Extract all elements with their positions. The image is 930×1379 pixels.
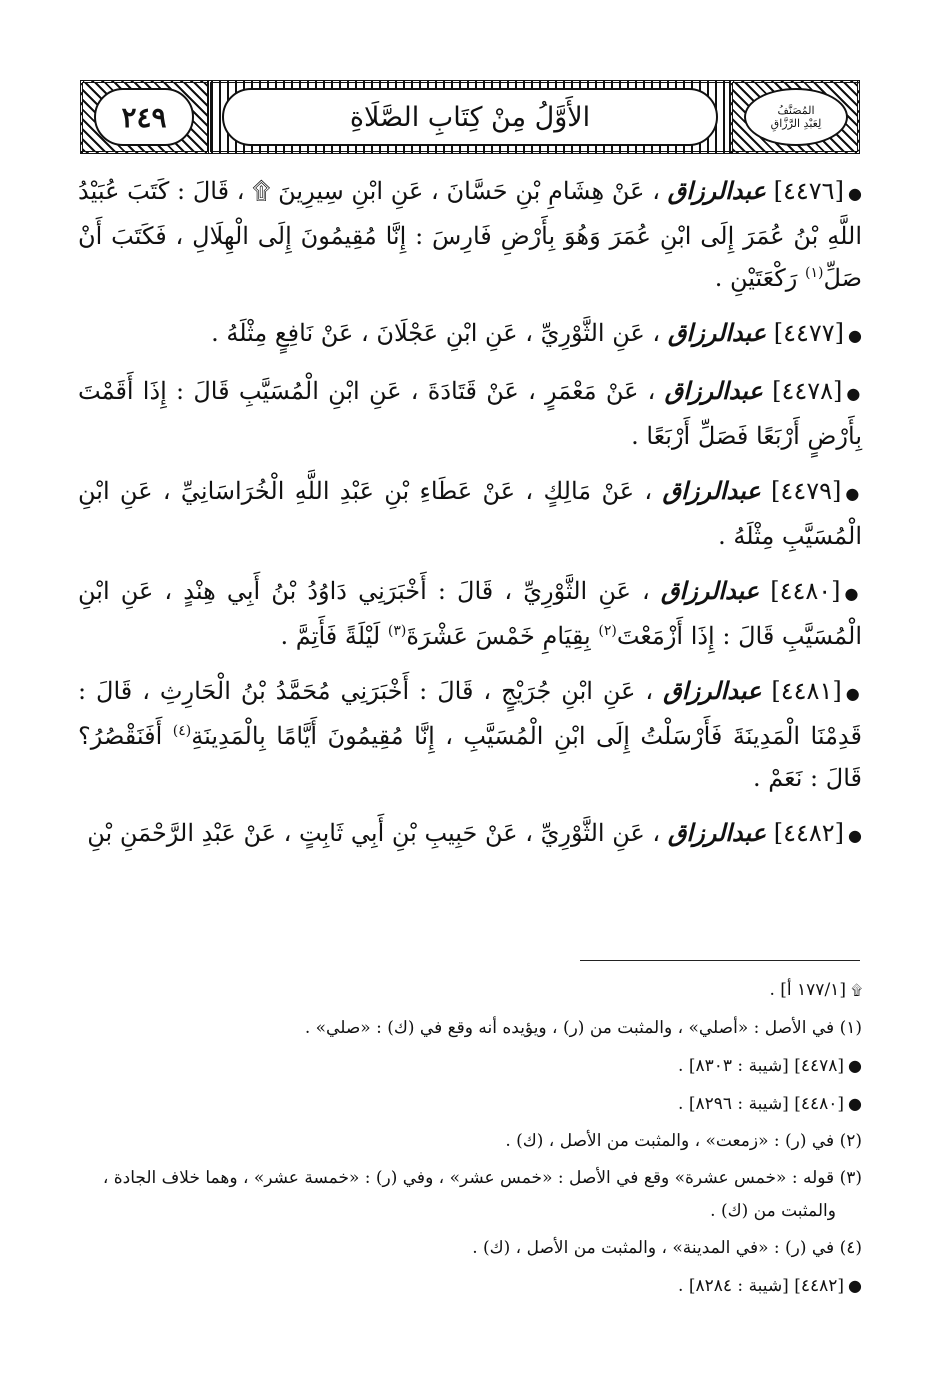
hadith-text: رَكْعَتَيْنِ . <box>714 264 798 292</box>
source-text: [٤٤٨٠] [شيبة : ٨٢٩٦] . <box>678 1094 845 1114</box>
narrator-name: عبدالرزاق <box>667 318 767 347</box>
hadith-number: [٤٤٧٩] <box>771 477 842 505</box>
hadith-text: ، عَنِ الثَّوْرِيِّ ، قَالَ : أَخْبَرَنِي دَاوُدُ بْنُ أَبِي هِنْدٍ ، عَنِ ابْنِ الْمُسَيَّبِ قَالَ : إِذَا أَزْمَعْتَ <box>78 577 862 650</box>
bullet-icon: ● <box>848 1094 862 1113</box>
bullet-icon: ● <box>846 384 862 403</box>
book-logo-line2: لِعَبْدِ الرَّزَّاقِ <box>770 117 822 130</box>
bullet-icon: ● <box>844 584 862 603</box>
footnotes <box>78 975 862 1308</box>
hadith-text: ، عَنِ الثَّوْرِيِّ ، عَنِ ابْنِ عَجْلَانَ ، عَنْ نَافِعٍ مِثْلَهُ . <box>211 319 661 347</box>
hadith-text: ، عَنْ هِشَامِ بْنِ حَسَّانَ ، عَنِ ابْنِ سِيرِينَ <box>278 177 660 205</box>
hadith-number: [٤٤٨١] <box>771 677 842 705</box>
source-text: [٤٤٨٢] [شيبة : ٨٢٨٤] . <box>678 1276 845 1296</box>
narrator-name: عبدالرزاق <box>663 676 762 705</box>
source-4480 <box>78 1088 862 1120</box>
hadith-text: أَفَنَقْصُرُ؟ قَالَ : نَعَمْ . <box>78 722 862 792</box>
folio-reference <box>78 975 862 1007</box>
hadith-text: ، عَنْ مَالِكٍ ، عَنْ عَطَاءِ بْنِ عَبْدِ اللَّهِ الْخُرَاسَانِيِّ ، عَنِ ابْنِ الْمُسَيَّبِ مِثْلَهُ . <box>78 477 862 550</box>
bullet-icon: ● <box>845 684 862 703</box>
running-title-cartouche <box>222 88 718 146</box>
footnote-3-continued: والمثبت من (ك) . <box>710 1201 836 1221</box>
hadith-4477 <box>78 312 862 357</box>
narrator-name: عبدالرزاق <box>662 476 761 505</box>
folio-reference-text: [١٧٧/١ أ] . <box>769 980 846 1000</box>
footnote-ref[interactable]: (٣) <box>387 623 407 639</box>
source-text: [٤٤٧٨] [شيبة : ٨٣٠٣] . <box>678 1056 845 1076</box>
hadith-4480 <box>78 570 862 657</box>
page-number-cartouche <box>94 88 194 146</box>
footnote-ref[interactable]: (٤) <box>172 723 192 739</box>
narrator-name: عبدالرزاق <box>660 576 760 605</box>
hadith-text: ، عَنِ ابْنِ جُرَيْجٍ ، قَالَ : أَخْبَرَنِي مُحَمَّدُ بْنُ الْحَارِثِ ، قَالَ : قَدِمْنَا الْمَدِينَةَ فَأَرْسَلْتُ إِلَى ابْنِ الْمُسَيَّبِ ، إِنَّا مُقِيمُونَ أَيَّامًا بِالْمَدِينَةِ <box>78 677 862 750</box>
footnote-ref[interactable]: (١) <box>804 265 824 281</box>
page-header <box>80 80 860 154</box>
hadith-number: [٤٤٧٦] <box>773 177 844 205</box>
footnote-1: (١) في الأصل : «أصلي» ، والمثبت من (ر) ، ويؤيده أنه وقع في (ك) : «صلي» . <box>304 1018 862 1038</box>
source-4482 <box>78 1270 862 1302</box>
hadith-number: [٤٤٨٠] <box>770 577 841 605</box>
hadith-text: لَيْلَةً فَأَتِمَّ . <box>280 622 381 650</box>
narrator-name: عبدالرزاق <box>664 376 763 405</box>
hadith-4476 <box>78 170 862 299</box>
hadith-text: ، قَالَ : كَتَبَ عُبَيْدُ اللَّهِ بْنُ عُمَرَ إِلَى ابْنِ عُمَرَ وَهُوَ بِأَرْضِ فَارِسَ : إِنَّا مُقِيمُونَ إِلَى الْهِلَالِ ، فَكَتَبَ أَنْ صَلِّ <box>78 177 862 292</box>
hadith-text: ، عَنِ الثَّوْرِيِّ ، عَنْ حَبِيبِ بْنِ أَبِي ثَابِتٍ ، عَنْ عَبْدِ الرَّحْمَنِ بْنِ <box>87 819 661 847</box>
bullet-icon: ● <box>845 484 863 503</box>
folio-mark-icon: ۩ <box>851 983 862 999</box>
hadith-text: بِقِيَامِ خَمْسَ عَشْرَةَ <box>406 622 591 650</box>
bullet-icon: ● <box>848 1276 862 1295</box>
hadith-4479 <box>78 470 862 557</box>
footnote-ref[interactable]: (٢) <box>598 623 617 639</box>
bullet-icon: ● <box>848 326 862 345</box>
running-title: الأَوَّلُ مِنْ كِتَابِ الصَّلَاةِ <box>349 101 591 133</box>
footnote-4: (٤) في (ر) : «في المدينة» ، والمثبت من الأصل ، (ك) . <box>472 1238 862 1258</box>
bullet-icon: ● <box>848 826 862 845</box>
footnote-3: (٣) قوله : «خمس عشرة» وقع في الأصل : «خمس عشر» ، وفي (ر) : «خمسة عشر» ، وهما خلاف الجادة ، <box>102 1168 862 1188</box>
main-text <box>78 170 862 870</box>
hadith-number: [٤٤٧٧] <box>773 319 845 347</box>
folio-mark: ۩ <box>252 177 271 205</box>
bullet-icon: ● <box>847 184 862 203</box>
hadith-4478 <box>78 370 862 457</box>
footnote-2: (٢) في (ر) : «زمعت» ، والمثبت من الأصل ، (ك) . <box>505 1131 862 1151</box>
hadith-4481 <box>78 670 862 799</box>
bullet-icon: ● <box>848 1056 862 1075</box>
book-logo-line1: المُصَنَّفُ <box>777 104 815 117</box>
hadith-number: [٤٤٨٢] <box>773 819 845 847</box>
hadith-number: [٤٤٧٨] <box>772 377 843 405</box>
book-logo <box>744 88 848 146</box>
footnote-separator <box>580 960 860 961</box>
narrator-name: عبدالرزاق <box>667 176 766 205</box>
narrator-name: عبدالرزاق <box>667 818 767 847</box>
hadith-4482 <box>78 812 862 857</box>
page-number: ٢٤٩ <box>121 100 167 134</box>
hadith-text: ، عَنْ مَعْمَرٍ ، عَنْ قَتَادَةَ ، عَنِ ابْنِ الْمُسَيَّبِ قَالَ : إِذَا أَقَمْتَ بِأَرْضٍ أَرْبَعًا فَصَلِّ أَرْبَعًا . <box>78 377 862 450</box>
source-4478 <box>78 1050 862 1082</box>
